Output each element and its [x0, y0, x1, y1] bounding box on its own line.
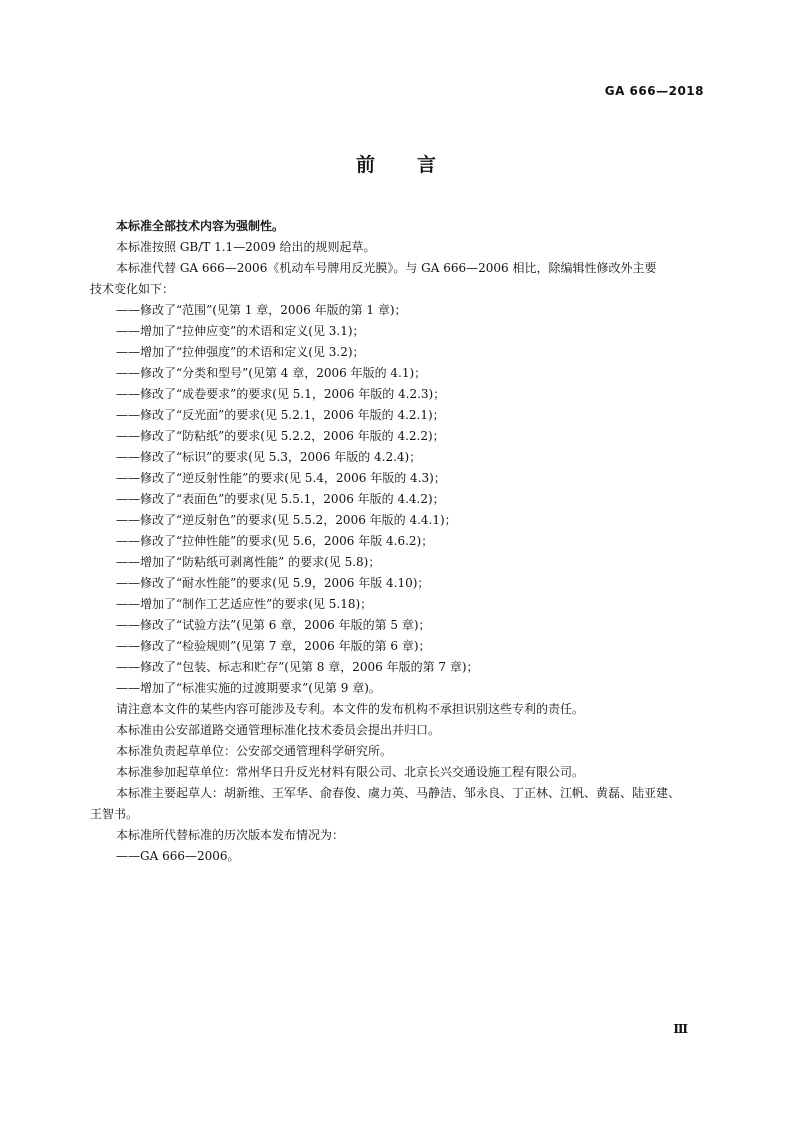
history-item: ——GA 666—2006。: [116, 849, 240, 863]
change-item: ——增加了“标准实施的过渡期要求”(见第 9 章)。: [116, 681, 381, 695]
change-item: ——修改了“标识”的要求(见 5.3，2006 年版的 4.2.4)；: [116, 450, 422, 464]
history-paragraph: 本标准所代替标准的历次版本发布情况为：: [116, 828, 345, 842]
change-item: ——修改了“试验方法”(见第 6 章，2006 年版的第 5 章)；: [116, 618, 431, 632]
mandatory-statement: 本标准全部技术内容为强制性。: [116, 219, 285, 233]
main-drafters-line1: 本标准主要起草人：胡新维、王军华、俞春俊、虞力英、马静洁、邹永良、丁正林、江帆、黄磊、陆亚建、: [116, 786, 681, 800]
page-number: Ⅲ: [673, 1022, 688, 1036]
change-item: ——修改了“反光面”的要求(见 5.2.1，2006 年版的 4.2.1)；: [116, 408, 445, 422]
change-item: ——修改了“成卷要求”的要求(见 5.1，2006 年版的 4.2.3)；: [116, 387, 446, 401]
foreword-body: [90, 216, 708, 867]
page-title: [0, 150, 794, 177]
change-item: ——修改了“逆反射性能”的要求(见 5.4，2006 年版的 4.3)；: [116, 471, 446, 485]
proposer-paragraph: 本标准由公安部道路交通管理标准化技术委员会提出并归口。: [116, 723, 441, 737]
title-char-right: 言: [417, 154, 439, 176]
change-item: ——修改了“检验规则”(见第 7 章，2006 年版的第 6 章)；: [116, 639, 431, 653]
change-item: ——修改了“逆反射色”的要求(见 5.5.2，2006 年版的 4.4.1)；: [116, 513, 457, 527]
change-item: ——增加了“拉伸强度”的术语和定义(见 3.2)；: [116, 345, 365, 359]
change-item: ——修改了“表面色”的要求(见 5.5.1，2006 年版的 4.4.2)；: [116, 492, 445, 506]
drafting-rules-paragraph: 本标准按照 GB/T 1.1—2009 给出的规则起草。: [116, 240, 376, 254]
title-char-left: 前: [355, 154, 377, 176]
change-item: ——修改了“防粘纸”的要求(见 5.2.2，2006 年版的 4.2.2)；: [116, 429, 445, 443]
change-item: ——增加了“制作工艺适应性”的要求(见 5.18)；: [116, 597, 373, 611]
replacement-paragraph-line1: 本标准代替 GA 666—2006《机动车号牌用反光膜》。与 GA 666—2006 相比，除编辑性修改外主要: [116, 261, 657, 275]
main-drafters-line2: 王智书。: [90, 807, 139, 821]
document-code: GA 666—2018: [604, 84, 704, 98]
change-item: ——修改了“范围”(见第 1 章，2006 年版的第 1 章)；: [116, 303, 407, 317]
change-item: ——增加了“拉伸应变”的术语和定义(见 3.1)；: [116, 324, 365, 338]
patent-notice: 请注意本文件的某些内容可能涉及专利。本文件的发布机构不承担识别这些专利的责任。: [116, 702, 585, 716]
change-item: ——修改了“拉伸性能”的要求(见 5.6，2006 年版 4.6.2)；: [116, 534, 434, 548]
change-item: ——增加了“防粘纸可剥离性能” 的要求(见 5.8)；: [116, 555, 381, 569]
participating-drafters-paragraph: 本标准参加起草单位：常州华日升反光材料有限公司、北京长兴交通设施工程有限公司。: [116, 765, 585, 779]
replacement-paragraph-line2: 技术变化如下：: [90, 282, 175, 296]
lead-drafter-paragraph: 本标准负责起草单位：公安部交通管理科学研究所。: [116, 744, 393, 758]
change-item: ——修改了“分类和型号”(见第 4 章，2006 年版的 4.1)；: [116, 366, 427, 380]
change-list: [90, 300, 708, 699]
change-item: ——修改了“包装、标志和贮存”(见第 8 章，2006 年版的第 7 章)；: [116, 660, 479, 674]
change-item: ——修改了“耐水性能”的要求(见 5.9，2006 年版 4.10)；: [116, 576, 430, 590]
